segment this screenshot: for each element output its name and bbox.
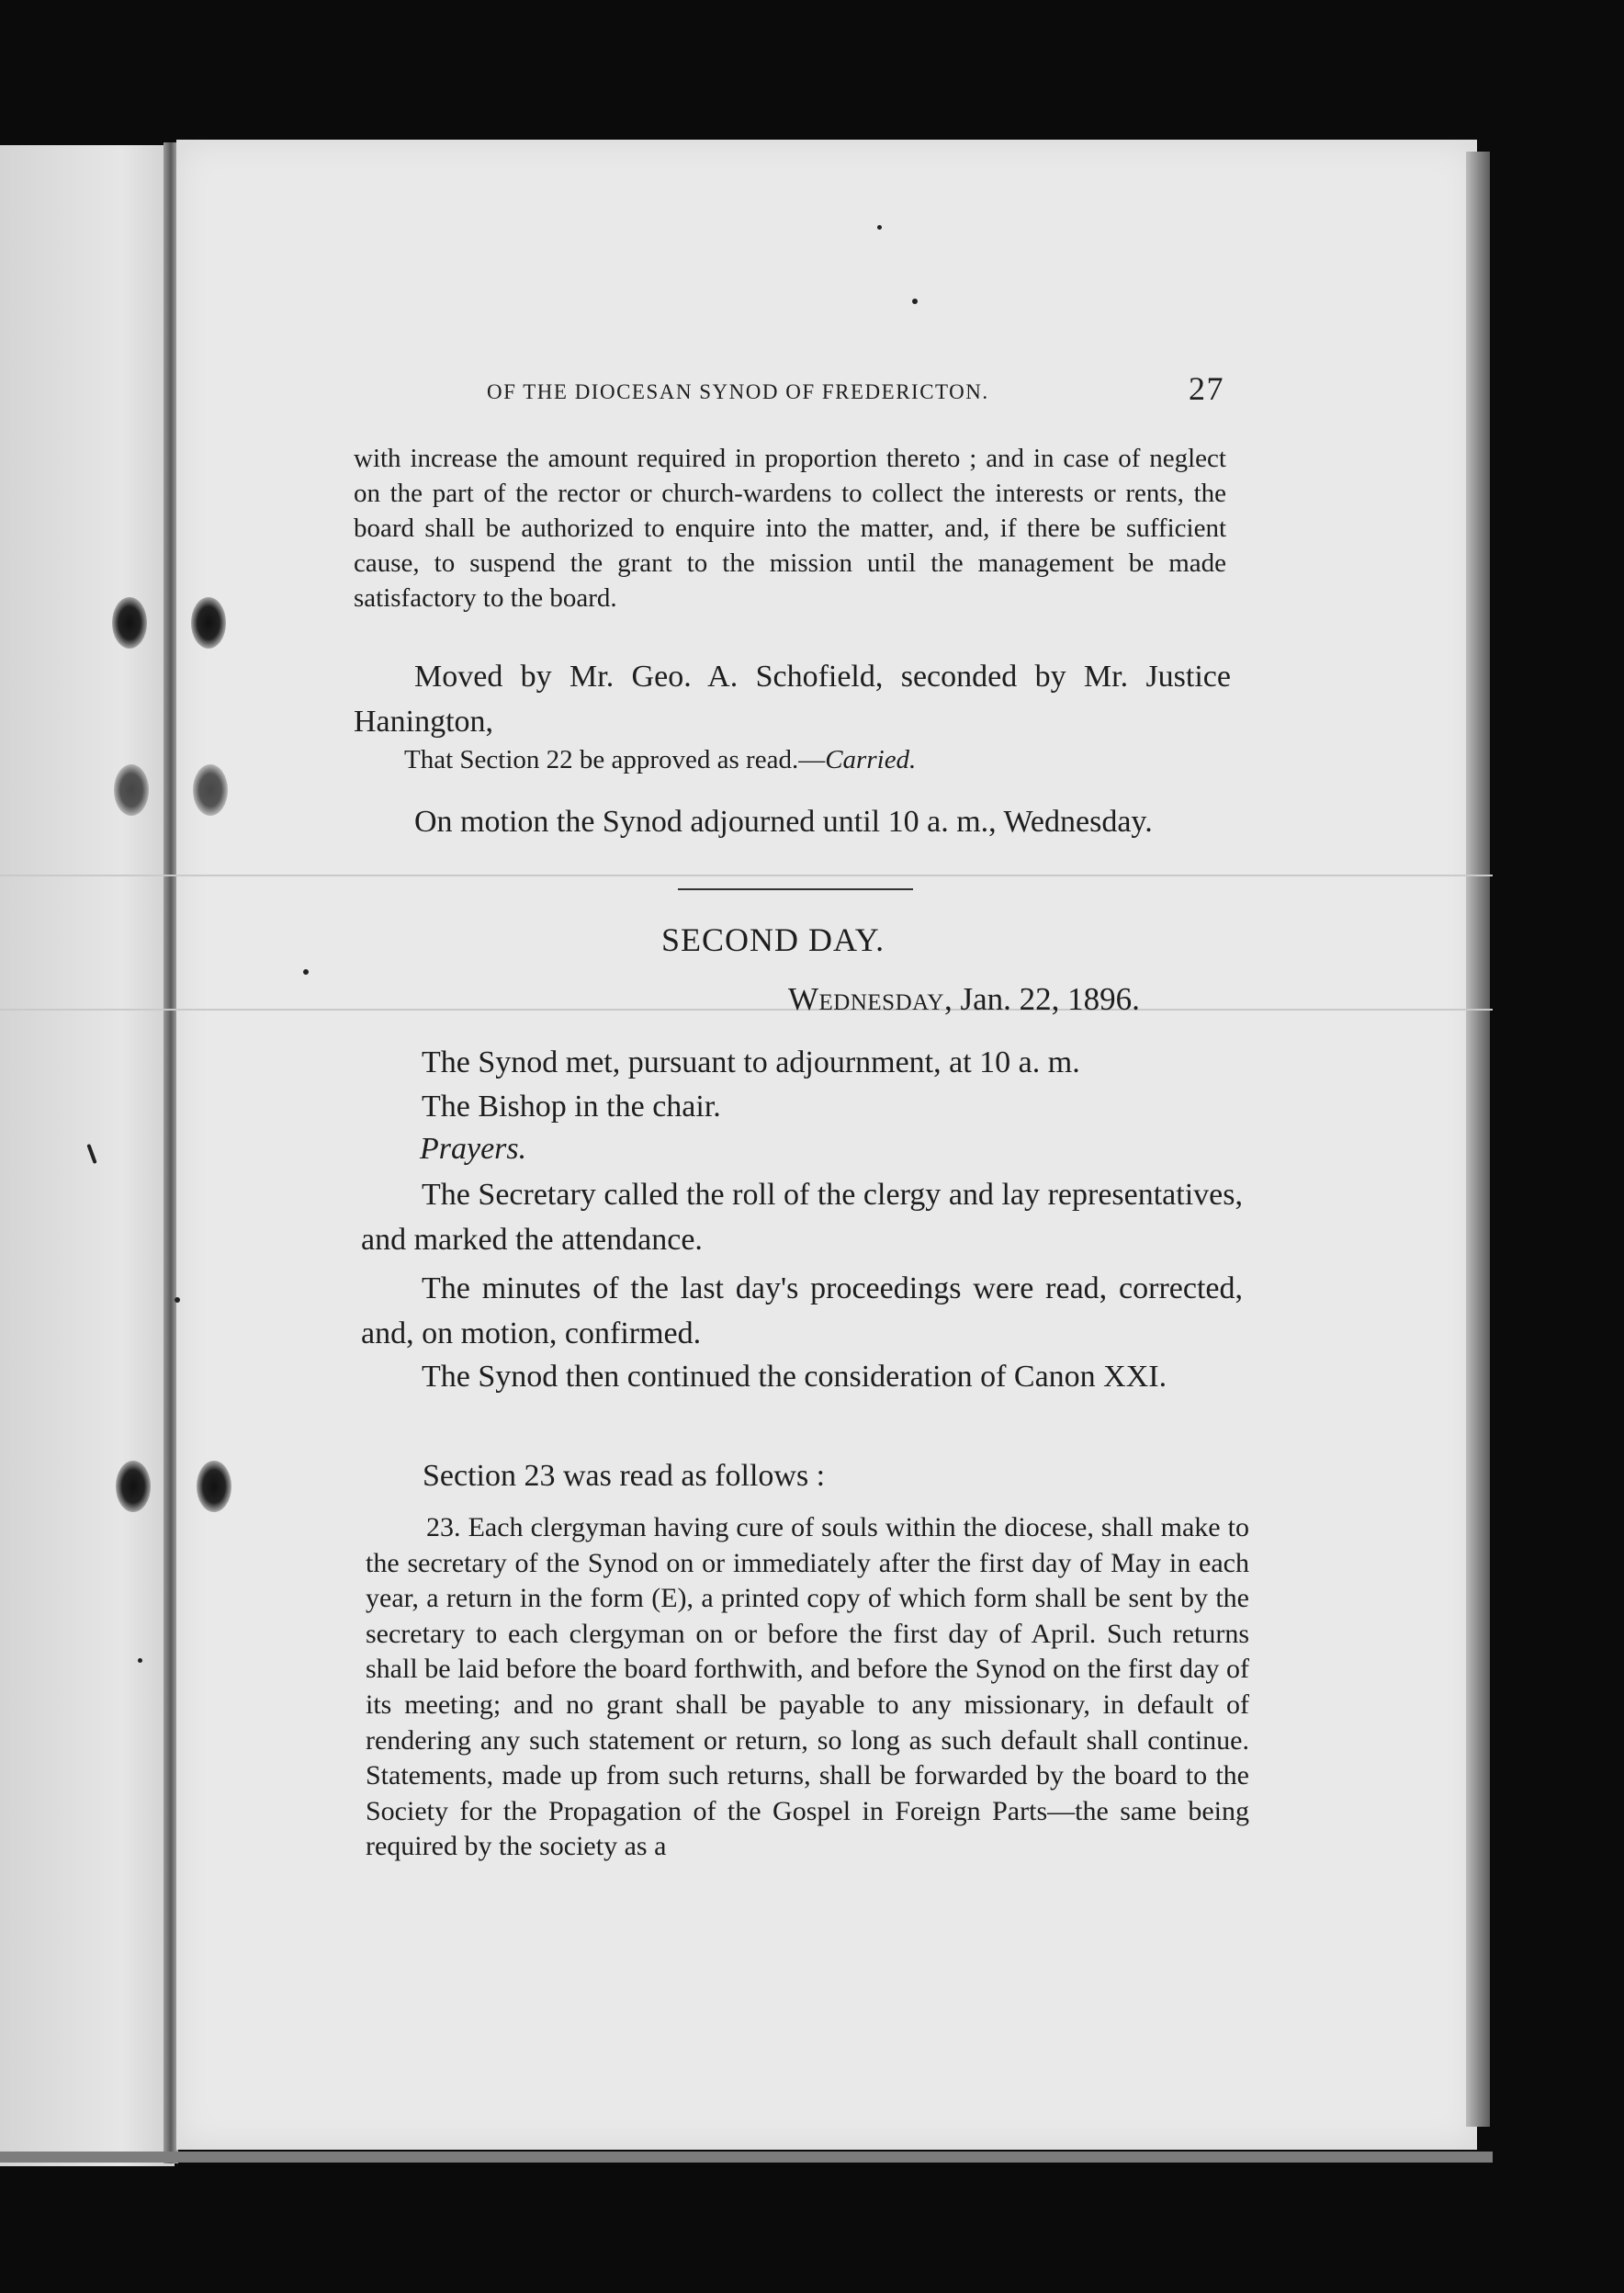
punch-hole <box>112 597 147 649</box>
paragraph-bishop-chair: The Bishop in the chair. <box>422 1090 721 1124</box>
ink-speck <box>175 1297 180 1303</box>
dateline-date: , Jan. 22, 1896. <box>943 981 1140 1017</box>
section-divider <box>678 888 913 890</box>
punch-hole <box>193 764 228 816</box>
punch-hole <box>114 764 149 816</box>
paragraph-section-23-intro: Section 23 was read as follows : <box>423 1459 826 1493</box>
dateline <box>788 981 1140 1018</box>
paragraph-canon-xxi: The Synod then continued the consideration of Canon XXI. <box>422 1360 1167 1394</box>
ink-speck <box>877 225 882 230</box>
paragraph-prayers: Prayers. <box>420 1132 527 1166</box>
ink-speck <box>138 1658 142 1663</box>
paragraph-section-23-text: 23. Each clergyman having cure of souls within the diocese, shall make to the secretary of the Synod on or immediately after the first day of May in each year, a return in the form (E), a printed copy of which form shall be sent by the secretary to each clergyman on or before the first day of April. Such returns shall be laid before the board forthwith, and before the Synod on the first day of its meeting; and no grant shall be payable to any missionary, in default of rendering any such statement or return, so long as such default shall continue. Statements, made up from such returns, shall be forwarded by the board to the Society for the Propagation of the Gospel in Foreign Parts—the same being required by the society as a <box>366 1512 1249 1862</box>
page-bottom-edge <box>0 2152 1493 2163</box>
faint-rule-line <box>0 875 1493 876</box>
paragraph-adjournment: On motion the Synod adjourned until 10 a. m., Wednesday. <box>414 805 1153 839</box>
paragraph-section-22-text: with increase the amount required in proportion thereto ; and in case of neglect on the part of the rector or church-wardens to collect the interests or rents, the board shall be authorized to enquire into the matter, and, if there be sufficient cause, to suspend the grant to the mission until the management be made satisfactory to the board. <box>354 444 1226 613</box>
punch-hole <box>116 1461 151 1512</box>
punch-hole <box>197 1461 231 1512</box>
ink-speck <box>912 299 918 304</box>
resolution-text: That Section 22 be approved as read.— <box>404 745 826 774</box>
facing-page <box>0 145 175 2166</box>
running-head-title: OF THE DIOCESAN SYNOD OF FREDERICTON. <box>487 380 989 403</box>
dateline-day: Wednesday <box>788 981 944 1017</box>
paragraph-roll-call: The Secretary called the roll of the clergy and lay representatives, and marked the attendance. <box>361 1178 1243 1257</box>
running-head <box>487 370 1235 410</box>
paragraph-motion: Moved by Mr. Geo. A. Schofield, seconded by Mr. Justice Hanington, <box>354 660 1231 739</box>
ink-speck <box>303 969 309 975</box>
page-number: 27 <box>1189 370 1224 407</box>
punch-hole <box>191 597 226 649</box>
resolution-carried: Carried. <box>825 745 917 774</box>
page-edge-shadow <box>1466 152 1490 2127</box>
paragraph-synod-met: The Synod met, pursuant to adjournment, at 10 a. m. <box>422 1045 1080 1079</box>
faint-rule-line <box>0 1009 1493 1011</box>
section-heading: SECOND DAY. <box>661 921 885 958</box>
paragraph-resolution <box>404 742 1231 777</box>
paragraph-minutes: The minutes of the last day's proceedings were read, corrected, and, on motion, confirmed. <box>361 1271 1243 1350</box>
